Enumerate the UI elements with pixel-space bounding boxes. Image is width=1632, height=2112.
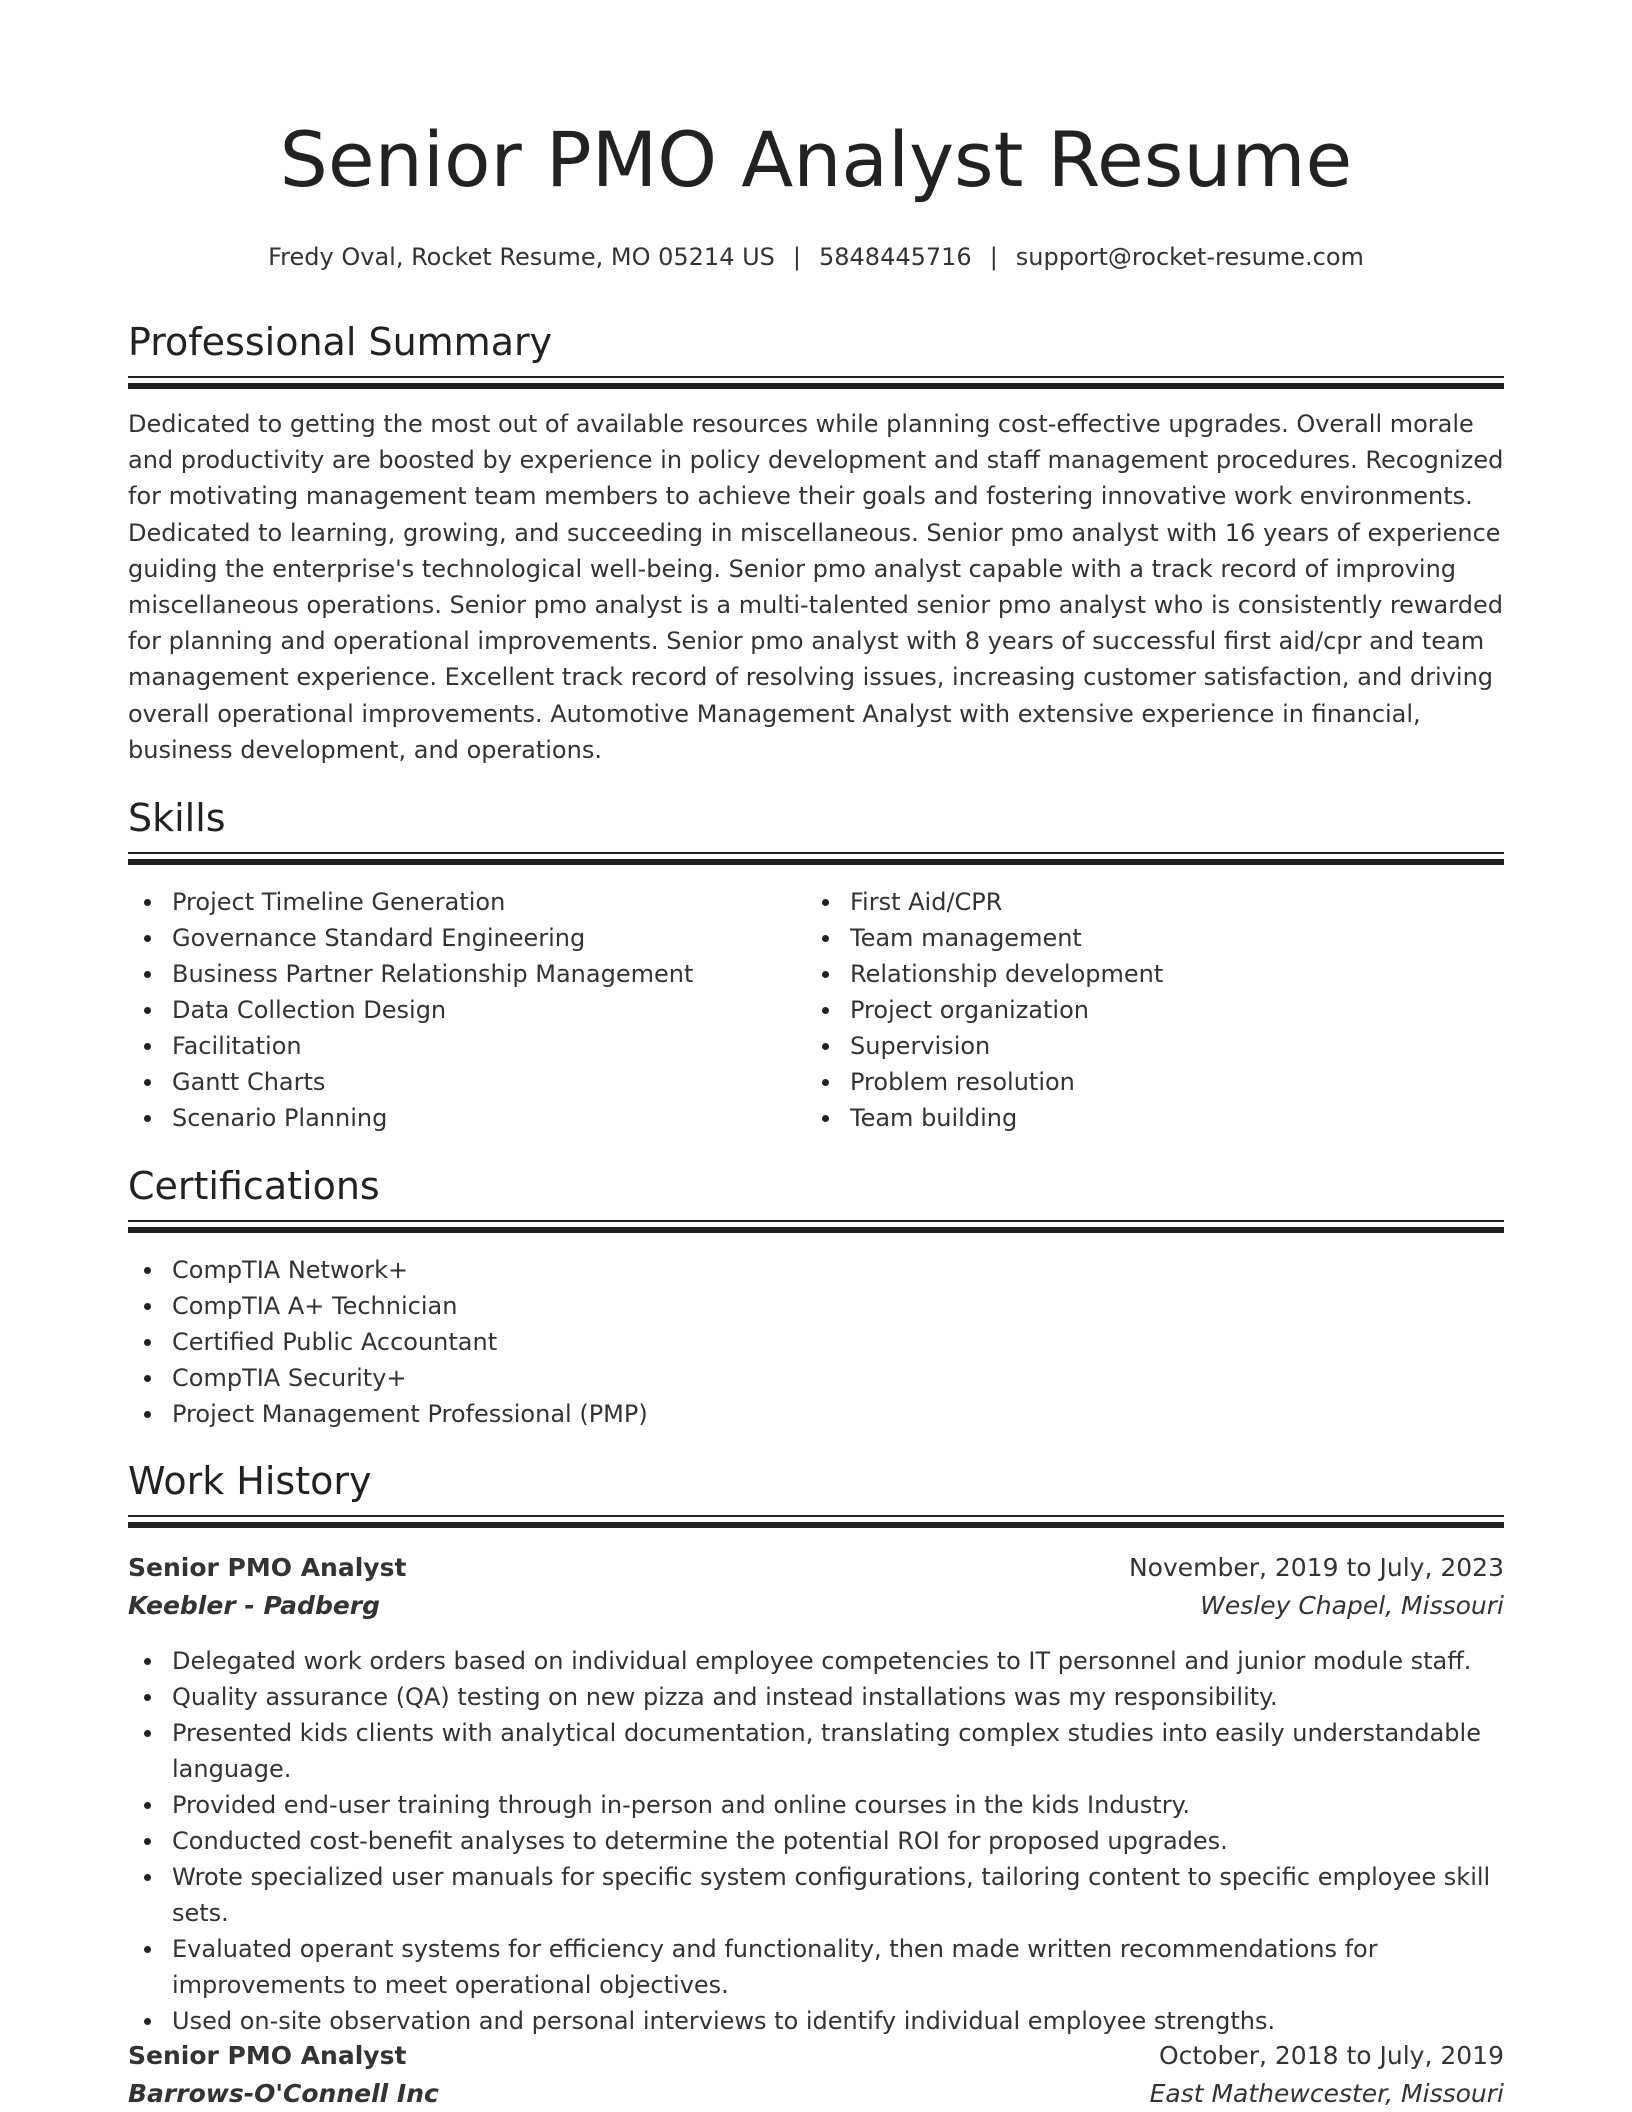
- contact-line: [128, 242, 1504, 272]
- skill-item: Project Timeline Generation: [128, 884, 788, 920]
- job-bullet-item: Quality assurance (QA) testing on new pizza and instead installations was my responsibility.: [128, 1679, 1504, 1715]
- skill-item: Business Partner Relationship Management: [128, 956, 788, 992]
- job-bullet-item: Delegated work orders based on individual employee competencies to IT personnel and junior module staff.: [128, 1643, 1504, 1679]
- section-divider: [128, 1515, 1504, 1529]
- skill-item: Facilitation: [128, 1028, 788, 1064]
- section-divider: [128, 852, 1504, 866]
- skill-item: Team management: [806, 920, 1466, 956]
- job-bullet-item: Conducted cost-benefit analyses to determine the potential ROI for proposed upgrades.: [128, 1823, 1504, 1859]
- skill-item: Data Collection Design: [128, 992, 788, 1028]
- contact-email: support@rocket-resume.com: [1015, 243, 1364, 271]
- job-location: Wesley Chapel, Missouri: [1200, 1591, 1504, 1620]
- job-title: Senior PMO Analyst: [128, 1553, 407, 1582]
- certification-item: CompTIA Network+: [128, 1252, 1504, 1288]
- skill-item: First Aid/CPR: [806, 884, 1466, 920]
- job-bullet-item: Wrote specialized user manuals for specific system configurations, tailoring content to specific employee skill sets.: [128, 1859, 1504, 1931]
- job-company: Barrows-O'Connell Inc: [128, 2079, 439, 2108]
- page-title: Senior PMO Analyst Resume: [279, 115, 1353, 204]
- skill-item: Team building: [806, 1100, 1466, 1136]
- job-dates: October, 2018 to July, 2019: [1158, 2041, 1504, 2070]
- job-bullet-item: Presented kids clients with analytical documentation, translating complex studies into easily understandable language.: [128, 1715, 1504, 1787]
- contact-separator: |: [989, 243, 998, 271]
- section-divider: [128, 376, 1504, 390]
- contact-address: Fredy Oval, Rocket Resume, MO 05214 US: [268, 243, 775, 271]
- skill-item: Problem resolution: [806, 1064, 1466, 1100]
- skills-list-right: [806, 884, 1466, 1136]
- skill-item: Project organization: [806, 992, 1466, 1028]
- skill-item: Gantt Charts: [128, 1064, 788, 1100]
- summary-text: Dedicated to getting the most out of available resources while planning cost-effective upgrades. Overall morale and productivity are boosted by experience in policy development and staff management procedures. Recognized for motivating management team members to achieve their goals and fostering innovative work environments. Dedicated to learning, growing, and succeeding in miscellaneous. Senior pmo analyst with 16 years of experience guiding the enterprise's technological well-being. Senior pmo analyst capable with a track record of improving miscellaneous operations. Senior pmo analyst is a multi-talented senior pmo analyst who is consistently rewarded for planning and operational improvements. Senior pmo analyst with 8 years of successful first aid/cpr and team management experience. Excellent track record of resolving issues, increasing customer satisfaction, and driving overall operational improvements. Automotive Management Analyst with extensive experience in financial, business development, and operations.: [128, 410, 1504, 764]
- job-bullet-item: Used on-site observation and personal interviews to identify individual employee strengths.: [128, 2003, 1504, 2039]
- skill-item: Supervision: [806, 1028, 1466, 1064]
- skill-item: Scenario Planning: [128, 1100, 788, 1136]
- job-bullet-item: Evaluated operant systems for efficiency and functionality, then made written recommendations for improvements to meet operational objectives.: [128, 1931, 1504, 2003]
- job-company: Keebler - Padberg: [128, 1591, 381, 1620]
- skill-item: Relationship development: [806, 956, 1466, 992]
- job-dates: November, 2019 to July, 2023: [1128, 1553, 1504, 1582]
- certification-item: Project Management Professional (PMP): [128, 1396, 1504, 1432]
- skill-item: Governance Standard Engineering: [128, 920, 788, 956]
- certification-item: CompTIA Security+: [128, 1360, 1504, 1396]
- certification-item: CompTIA A+ Technician: [128, 1288, 1504, 1324]
- job-bullets: [128, 1643, 1504, 2039]
- contact-separator: |: [792, 243, 801, 271]
- job-title: Senior PMO Analyst: [128, 2041, 407, 2070]
- section-divider: [128, 1220, 1504, 1234]
- summary-heading: Professional Summary: [128, 320, 553, 364]
- skills-heading: Skills: [128, 796, 226, 840]
- skills-list-left: [128, 884, 788, 1136]
- job-location: East Mathewcester, Missouri: [1149, 2079, 1504, 2108]
- contact-phone: 5848445716: [818, 243, 972, 271]
- job-bullet-item: Provided end-user training through in-person and online courses in the kids Industry.: [128, 1787, 1504, 1823]
- work-history-heading: Work History: [128, 1459, 372, 1503]
- certification-item: Certified Public Accountant: [128, 1324, 1504, 1360]
- certifications-list: [128, 1252, 1504, 1432]
- certifications-heading: Certifications: [128, 1164, 380, 1208]
